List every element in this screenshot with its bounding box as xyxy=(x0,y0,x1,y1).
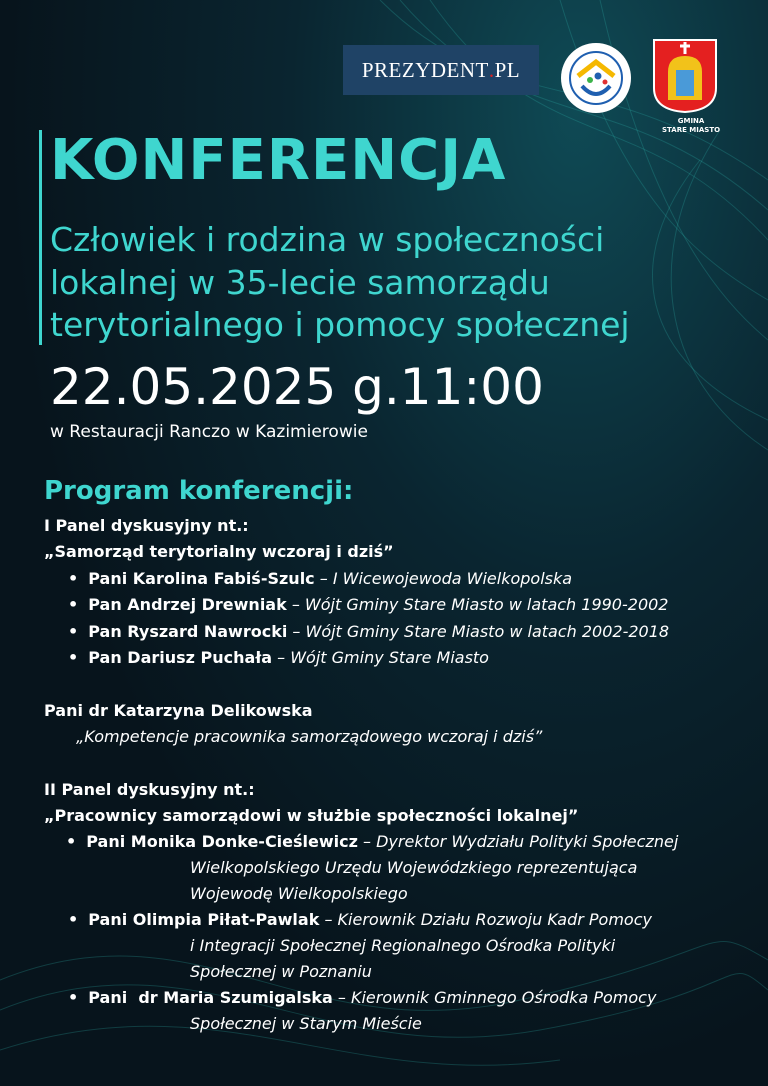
panel2-label: II Panel dyskusyjny nt.: xyxy=(44,780,255,799)
speaker-item: • Pani Olimpia Piłat-Pawlak – Kierownik Działu Rozwoju Kadr Pomocy xyxy=(68,910,652,930)
speaker-item: • Pani dr Maria Szumigalska – Kierownik Gminnego Ośrodka Pomocy xyxy=(68,988,656,1008)
speaker-item: • Pan Andrzej Drewniak – Wójt Gminy Stare Miasto w latach 1990-2002 xyxy=(68,595,668,615)
speaker-item: • Pan Ryszard Nawrocki – Wójt Gminy Stare Miasto w latach 2002-2018 xyxy=(68,622,669,642)
subtitle-line: terytorialnego i pomocy społecznej xyxy=(50,305,630,344)
speaker-role-cont: Wojewodę Wielkopolskiego xyxy=(190,884,408,903)
lecture-topic: „Kompetencje pracownika samorządowego wczoraj i dziś” xyxy=(76,727,543,746)
prezydent-logo: PREZYDENT . PL xyxy=(343,45,539,95)
speaker-item: • Pani Karolina Fabiś-Szulc – I Wicewojewoda Wielkopolska xyxy=(68,569,572,589)
panel1-topic: „Samorząd terytorialny wczoraj i dziś” xyxy=(44,542,394,561)
subtitle-line: Człowiek i rodzina w społeczności xyxy=(50,220,605,259)
accent-bar xyxy=(39,130,42,345)
program-heading: Program konferencji: xyxy=(44,476,354,506)
speaker-role-cont: Społecznej w Starym Mieście xyxy=(190,1014,422,1033)
page-title: KONFERENCJA xyxy=(50,128,507,193)
event-date: 22.05.2025 g.11:00 xyxy=(50,358,544,416)
panel1-label: I Panel dyskusyjny nt.: xyxy=(44,516,249,535)
gmina-coat-of-arms xyxy=(652,38,718,114)
panel2-topic: „Pracownicy samorządowi w służbie społeczności lokalnej” xyxy=(44,806,579,825)
speaker-role-cont: Wielkopolskiego Urzędu Wojewódzkiego reprezentująca xyxy=(190,858,638,877)
event-venue: w Restauracji Ranczo w Kazimierowie xyxy=(50,422,368,442)
subtitle-line: lokalnej w 35-lecie samorządu xyxy=(50,263,550,302)
gmina-label: GMINA STARE MIASTO xyxy=(662,117,721,134)
speaker-item: • Pani Monika Donke-Cieślewicz – Dyrektor Wydziału Polityki Społecznej xyxy=(66,832,678,852)
gops-logo xyxy=(560,42,632,114)
speaker-role-cont: Społecznej w Poznaniu xyxy=(190,962,372,981)
speaker-role-cont: i Integracji Społecznej Regionalnego Ośrodka Polityki xyxy=(190,936,616,955)
speaker-item: • Pan Dariusz Puchała – Wójt Gminy Stare Miasto xyxy=(68,648,489,668)
lecture-speaker: Pani dr Katarzyna Delikowska xyxy=(44,701,313,720)
